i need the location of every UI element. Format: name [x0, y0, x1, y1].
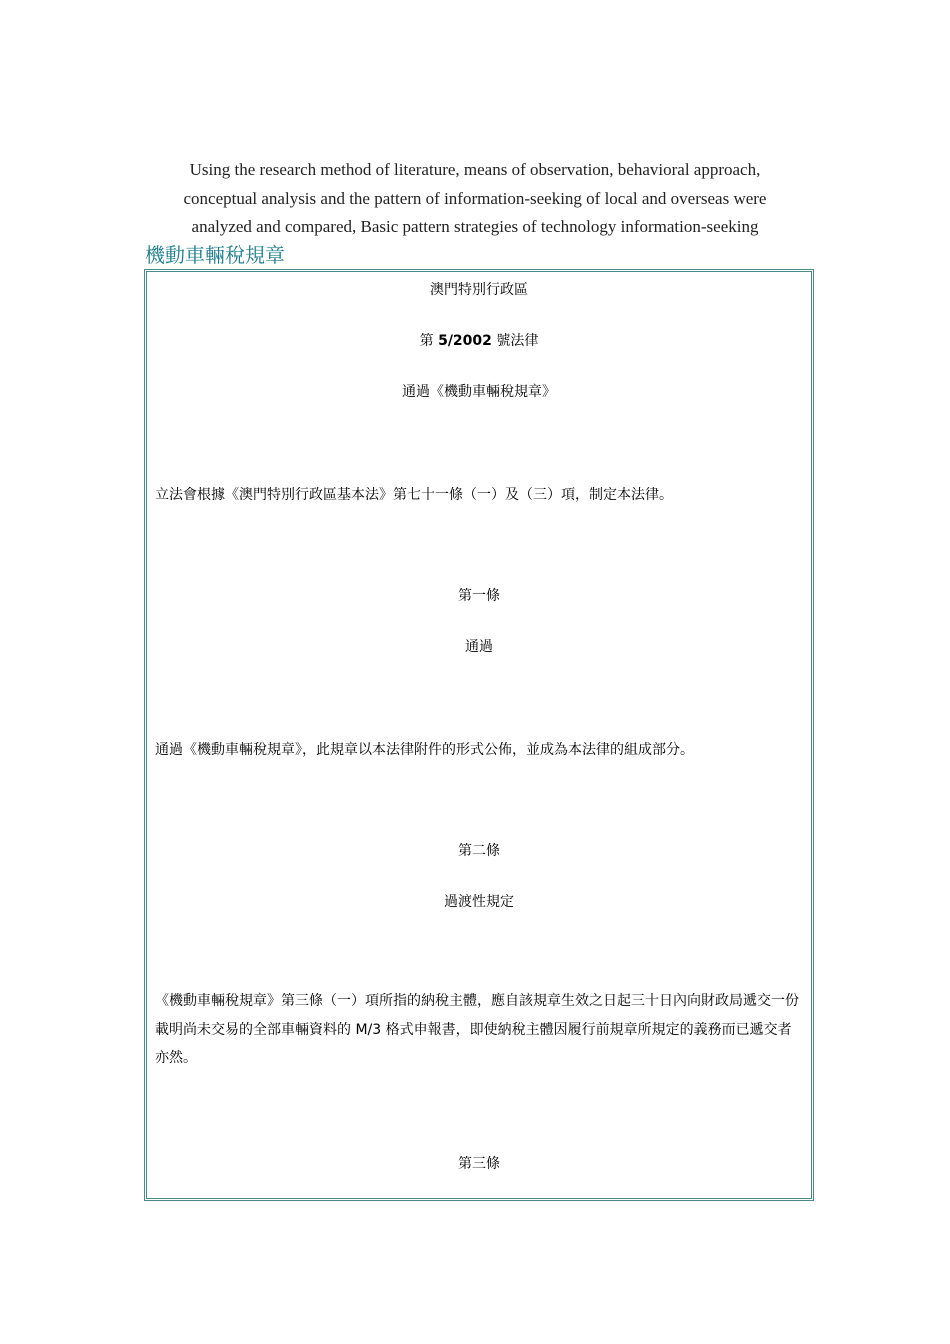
- abstract-line: Using the research method of literature, means of observation, behavioral approach,: [189, 160, 761, 179]
- law-text-box: [144, 269, 814, 1201]
- law-number-suffix: 號法律: [491, 333, 539, 349]
- article-2-heading: 過渡性規定: [444, 894, 514, 910]
- law-number-value: 5/2002: [438, 333, 492, 349]
- article-1-heading: 通過: [465, 639, 493, 655]
- document-title: 機動車輛稅規章: [145, 243, 285, 267]
- article-3-number: 第三條: [458, 1156, 500, 1172]
- article-2-number: 第二條: [458, 843, 500, 859]
- preamble: 立法會根據《澳門特別行政區基本法》第七十一條（一）及（三）項，制定本法律。: [155, 487, 673, 503]
- law-subject: 通過《機動車輛稅規章》: [402, 384, 556, 400]
- law-number-prefix: 第: [419, 333, 439, 349]
- abstract-line: conceptual analysis and the pattern of information-seeking of local and overseas were: [183, 188, 767, 208]
- law-number: [147, 331, 811, 351]
- article-1-number: 第一條: [458, 588, 500, 604]
- region-heading: 澳門特別行政區: [430, 282, 528, 298]
- article-2-text: 《機動車輛稅規章》第三條（一）項所指的納稅主體，應自該規章生效之日起三十日內向財政局遞交一份載明尚未交易的全部車輛資料的 M/3 格式申報書，即使納稅主體因履行前規章所規定的義務而已遞交者亦然。: [155, 993, 799, 1066]
- abstract-text: [130, 156, 820, 242]
- abstract-line: analyzed and compared, Basic pattern strategies of technology information-seeking: [191, 217, 759, 236]
- article-1-text: 通過《機動車輛稅規章》，此規章以本法律附件的形式公佈，並成為本法律的組成部分。: [155, 742, 694, 758]
